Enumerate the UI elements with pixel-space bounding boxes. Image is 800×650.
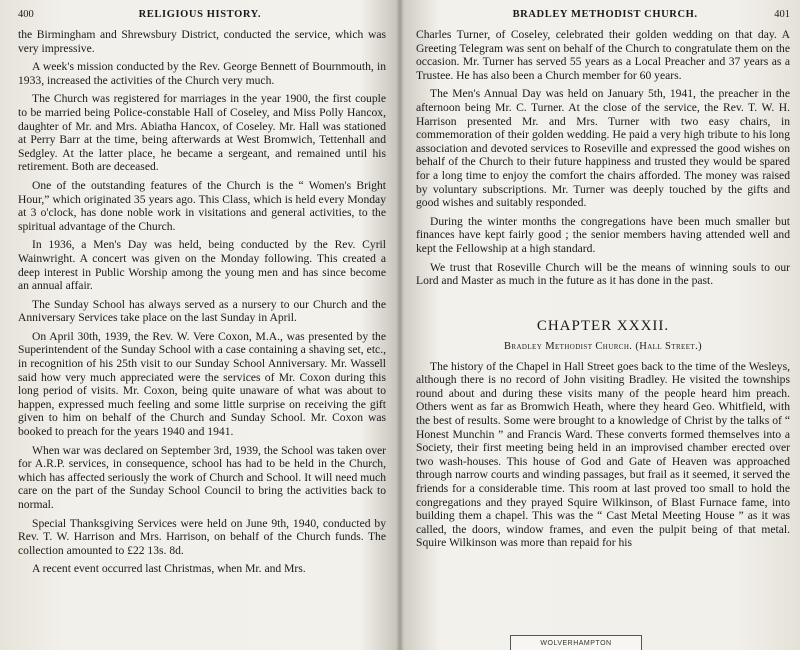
- paragraph: We trust that Roseville Church will be the means of winning souls to our Lord and Master as much in the future as it has done in the past.: [416, 260, 790, 288]
- chapter-subtitle: Bradley Methodist Church. (Hall Street.): [504, 340, 702, 352]
- paragraph: Charles Turner, of Coseley, celebrated their golden wedding on that day. A Greeting Telegram was sent on behalf of the Church to congratulate them on the occasion. Mr. Turner has served 55 years as a Local Preacher and 37 years as a Trustee. He has also been a Church member for 60 years.: [416, 28, 790, 82]
- left-running-title: RELIGIOUS HISTORY.: [138, 9, 262, 20]
- right-running-title: BRADLEY METHODIST CHURCH.: [512, 9, 698, 20]
- paragraph: the Birmingham and Shrewsbury District, conducted the service, which was very impressive.: [18, 28, 386, 55]
- paragraph: In 1936, a Men's Day was held, being conducted by the Rev. Cyril Wainwright. A concert was given on the Monday following. This created a deep interest in Public Worship among the young men and has since become an annual affair.: [18, 238, 386, 293]
- paragraph: The Sunday School has always served as a nursery to our Church and the Anniversary Services take place on the last Sunday in April.: [18, 297, 386, 325]
- paragraph: When war was declared on September 3rd, 1939, the School was taken over for A.R.P. services, in consequence, school has had to be held in the Church, which has affected seriously the work of Church and School. It will need much care on the part of the Sunday School Council to bring the activities back to normal.: [18, 443, 386, 511]
- paragraph: Special Thanksgiving Services were held on June 9th, 1940, conducted by Rev. T. W. Harrison and Mrs. Harrison, on behalf of the Church funds. The collection amounted to £22 13s. 8d.: [18, 516, 386, 557]
- paragraph: A recent event occurred last Christmas, when Mr. and Mrs.: [32, 562, 306, 576]
- chapter-heading: CHAPTER XXXII.: [536, 317, 670, 334]
- left-page-number: 400: [18, 9, 34, 20]
- left-page-header: [18, 8, 386, 22]
- paragraph: During the winter months the congregations have been much smaller but finances have kept fairly good ; the senior members having attended well and kept the Fellowship at a high standard.: [416, 214, 790, 255]
- paragraph: A week's mission conducted by the Rev. George Bennett of Bournmouth, in 1933, increased the activities of the Church very much.: [18, 60, 386, 87]
- library-stamp: WOLVERHAMPTON: [510, 635, 642, 650]
- paragraph: On April 30th, 1939, the Rev. W. Vere Coxon, M.A., was presented by the Superintendent of the Sunday School with a case containing a shaving set, etc., in recognition of his 25th visit to our Sunday School Anniversary. Mr. Wassell said how very much appreciated were the services of Mr. Coxon during this long period of visits. Mr. Coxon, being quite unaware of what was about to happen, expressed much feeling and some little surprise on receiving the gift given to him on behalf of the Church and Sunday School. Mr. Coxon was booked to preach for the years 1940 and 1941.: [18, 329, 386, 439]
- right-page: [400, 0, 800, 650]
- paragraph: The history of the Chapel in Hall Street goes back to the time of the Wesleys, although there is no record of John visiting Bradley. He visited the townships round about and during these visits many of the people heard him preach. Others went as far as Bromwich Heath, where they heard Geo. Whitfield, with the best of results. Some were brought to a knowledge of Christ by the talks of “ Honest Munchin ” and Francis Ward. These converts formed themselves into a Society, their first meeting being held in an improvised chamber erected over two wash-houses. This house of God and Gate of Heaven was approached through narrow courts and winding passages, but frail as it seemed, it served the friends for a considerable time. This room at last proved too small to hold the congregations and they prayed Squire Wilkinson, of Blast Furnace fame, into building them a chapel. This was the “ Cast Metal Meeting House ” as it was called, the doors, window frames, and even the pulpit being of that metal. Squire Wilkinson was more than repaid for his: [416, 359, 790, 550]
- right-page-header: [416, 8, 790, 22]
- paragraph: The Men's Annual Day was held on January 5th, 1941, the preacher in the afternoon being Mr. C. Turner. At the close of the service, the Rev. T. W. H. Harrison presented Mr. and Mrs. Turner with two easy chairs, in commemoration of their golden wedding. He paid a very high tribute to his long association and devoted services to Roseville and expressed the good wishes on behalf of the Church to their future happiness and trusted they would be spared for a long time to enjoy the comfort the chairs afforded. The money was raised by voluntary subscriptions. Mr. Turner was deeply touched by the gifts and good wishes and suitably responded.: [416, 87, 790, 210]
- paragraph: The Church was registered for marriages in the year 1900, the first couple to be married being Police-constable Hall of Coseley, and Miss Polly Hancox, daughter of Mr. and Mrs. Abiatha Hancox, of Coseley. Mr. Hall was stationed at Perry Barr at the time, being afterwards at West Bromwich, Tettenhall and Sedgley. At the latter place, he became a sergeant, and remained until his retirement. Both are deceased.: [18, 92, 386, 174]
- paragraph: One of the outstanding features of the Church is the “ Women's Bright Hour,” which originated 35 years ago. This Class, which is held every Monday at 3 o'clock, has done noble work in visitations and general activities, to the spiritual advantage of the Church.: [18, 178, 386, 233]
- right-page-number: 401: [774, 9, 790, 20]
